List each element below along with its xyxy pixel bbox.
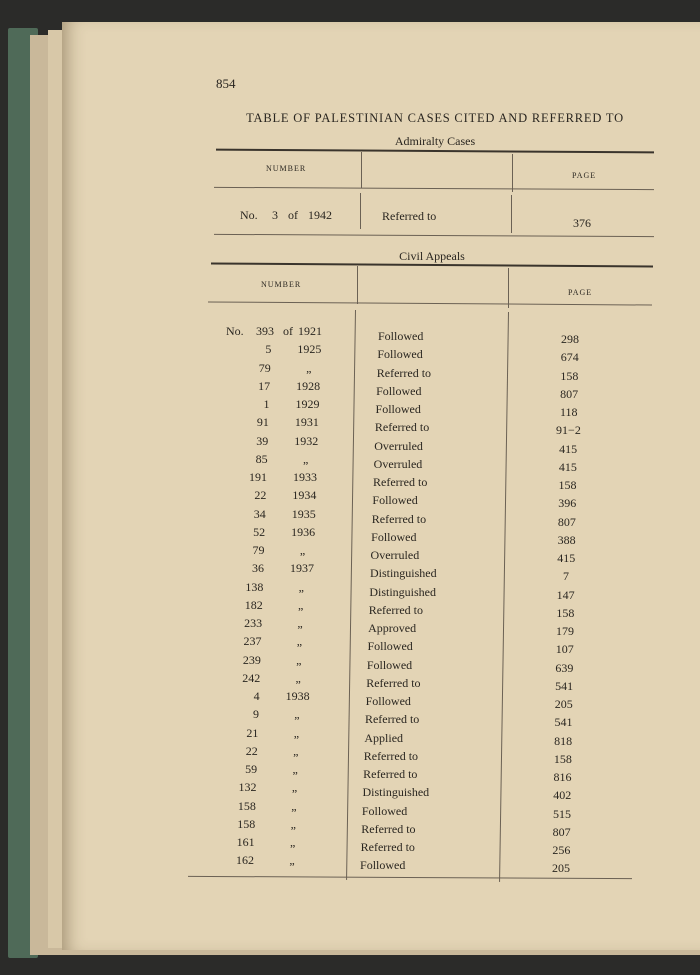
civil-section-title: Civil Appeals xyxy=(399,249,465,263)
admiralty-of: of xyxy=(288,208,298,222)
civil-row-page: 415 xyxy=(557,551,576,565)
civil-row-page: 158 xyxy=(556,605,575,620)
civil-row-number: 237 xyxy=(243,634,262,649)
civil-row-treatment: Followed xyxy=(366,657,413,672)
civil-row-page: 388 xyxy=(557,532,576,547)
civil-row-number: 191 xyxy=(249,470,268,484)
civil-row-number: 79 xyxy=(252,543,265,557)
civil-row-number: 182 xyxy=(244,597,263,612)
civil-row-year: „ xyxy=(302,451,309,466)
civil-row-year: „ xyxy=(299,543,306,557)
civil-row-year: „ xyxy=(298,597,304,612)
admiralty-divider-3 xyxy=(360,193,361,229)
civil-row-treatment: Referred to xyxy=(361,821,416,836)
civil-row-page: 818 xyxy=(554,733,573,748)
civil-row-page: 807 xyxy=(552,824,571,839)
civil-row-page: 807 xyxy=(560,386,579,401)
civil-row-year: „ xyxy=(298,579,304,594)
civil-row-treatment: Followed xyxy=(371,529,417,544)
civil-row-number: 59 xyxy=(245,762,258,776)
civil-row-page: 256 xyxy=(552,843,571,857)
civil-row-year: „ xyxy=(296,634,303,649)
civil-row-treatment: Overruled xyxy=(374,438,423,453)
civil-row-year: 1936 xyxy=(291,524,316,539)
civil-row-page: 396 xyxy=(558,496,577,511)
civil-row-number: 158 xyxy=(237,798,256,813)
civil-row-treatment: Referred to xyxy=(360,840,415,854)
civil-row-treatment: Distinguished xyxy=(369,566,437,581)
civil-row-treatment: Overruled xyxy=(373,456,423,471)
admiralty-year: 1942 xyxy=(308,208,332,222)
civil-row-number: 85 xyxy=(255,451,268,466)
civil-row-number: 393 xyxy=(256,324,274,338)
civil-row-page: 541 xyxy=(554,715,573,730)
civil-row-year: „ xyxy=(297,616,303,630)
civil-row-year: 1933 xyxy=(293,470,318,484)
civil-row-treatment: Referred to xyxy=(363,767,418,781)
civil-row-treatment: Followed xyxy=(377,347,423,362)
civil-row-year: „ xyxy=(306,360,312,375)
civil-row-number: 22 xyxy=(254,488,267,503)
admiralty-divider-1 xyxy=(361,152,362,188)
admiralty-page: 376 xyxy=(573,216,591,230)
civil-row-number: 5 xyxy=(265,342,272,357)
page-number: 854 xyxy=(216,76,236,91)
civil-row-year: „ xyxy=(293,725,300,740)
civil-row-year: „ xyxy=(289,835,296,849)
civil-row-treatment: Referred to xyxy=(368,602,423,617)
civil-row-page: 541 xyxy=(555,678,574,693)
civil-row-year: „ xyxy=(289,853,295,868)
admiralty-number: 3 xyxy=(272,208,278,222)
civil-row-number: 39 xyxy=(256,433,269,448)
civil-row-number: 34 xyxy=(253,506,266,521)
admiralty-divider-4 xyxy=(511,195,512,233)
civil-row-year: „ xyxy=(295,670,301,685)
civil-row-treatment: Followed xyxy=(372,493,418,508)
civil-row-page: 7 xyxy=(562,569,569,584)
civil-row-year: 1938 xyxy=(285,689,310,703)
civil-row-page: 179 xyxy=(556,624,575,638)
civil-row-page: 298 xyxy=(561,332,579,346)
civil-row-year: 1921 xyxy=(298,324,322,338)
civil-row-treatment: Followed xyxy=(376,383,422,398)
civil-row-year: 1937 xyxy=(289,561,314,576)
civil-row-number: 36 xyxy=(251,561,264,576)
civil-row-page: 158 xyxy=(560,368,579,383)
civil-row-page: 807 xyxy=(557,514,576,529)
civil-row-page: 674 xyxy=(560,350,579,365)
civil-row-number: 22 xyxy=(245,743,258,758)
civil-row-page: 158 xyxy=(553,751,572,766)
civil-row-page: 816 xyxy=(553,770,572,784)
civil-row-year: „ xyxy=(293,743,299,758)
civil-row-page: 147 xyxy=(556,587,575,602)
admiralty-treatment: Referred to xyxy=(382,209,437,223)
civil-row-number: 21 xyxy=(246,725,259,740)
civil-header-page: PAGE xyxy=(568,288,593,297)
civil-row-year: 1931 xyxy=(294,415,319,430)
civil-row-treatment: Followed xyxy=(375,402,421,416)
civil-row-number: 1 xyxy=(263,397,270,411)
civil-row-treatment: Referred to xyxy=(376,365,432,380)
civil-row-treatment: Referred to xyxy=(374,420,430,435)
civil-row-treatment: Followed xyxy=(365,694,411,708)
civil-row-year: 1929 xyxy=(295,397,320,411)
civil-row-treatment: Overruled xyxy=(370,548,420,562)
admiralty-no: No. xyxy=(240,208,258,222)
civil-header-divider-1 xyxy=(357,266,358,304)
civil-row-number: 91 xyxy=(256,415,269,430)
admiralty-header-number: NUMBER xyxy=(266,164,307,173)
civil-row-year: „ xyxy=(292,762,298,776)
civil-row-number: 132 xyxy=(238,780,257,795)
civil-row-treatment: Approved xyxy=(368,621,417,635)
civil-row-page: 205 xyxy=(552,861,570,876)
civil-row-page: 415 xyxy=(559,441,578,456)
civil-row-treatment: Referred to xyxy=(364,712,420,727)
civil-row-page: 118 xyxy=(559,405,578,419)
civil-row-treatment: Referred to xyxy=(363,748,419,763)
civil-row-page: 402 xyxy=(553,788,572,803)
civil-row-year: „ xyxy=(291,780,298,795)
civil-row-page: 515 xyxy=(552,806,571,821)
admiralty-section-title: Admiralty Cases xyxy=(394,134,476,148)
civil-row-number: 161 xyxy=(236,835,255,849)
admiralty-header-page: PAGE xyxy=(572,171,597,180)
civil-row-number: 52 xyxy=(253,524,266,539)
civil-first-prefix: No. xyxy=(226,324,244,338)
civil-first-of: of xyxy=(283,324,293,338)
civil-row-year: 1932 xyxy=(294,433,319,448)
civil-row-treatment: Distinguished xyxy=(362,785,430,800)
civil-row-page: 205 xyxy=(554,697,573,711)
civil-row-treatment: Referred to xyxy=(373,475,428,489)
civil-row-number: 138 xyxy=(245,579,264,594)
civil-row-year: „ xyxy=(296,652,302,667)
civil-row-year: 1935 xyxy=(291,506,316,521)
table-title: TABLE OF PALESTINIAN CASES CITED AND REFERRED TO xyxy=(246,111,624,125)
civil-row-treatment: Followed xyxy=(361,803,408,818)
civil-row-page: 107 xyxy=(555,642,574,657)
civil-row-number: 162 xyxy=(236,853,255,868)
civil-row-number: 17 xyxy=(258,378,271,393)
civil-header-divider-2 xyxy=(508,268,509,308)
civil-row-page: 639 xyxy=(555,660,574,675)
civil-row-treatment: Followed xyxy=(367,639,413,654)
civil-row-number: 242 xyxy=(242,670,261,685)
civil-row-number: 79 xyxy=(258,360,271,375)
civil-row-page: 91−2 xyxy=(556,423,581,438)
civil-row-treatment: Distinguished xyxy=(369,584,436,599)
civil-row-number: 9 xyxy=(252,707,259,722)
civil-row-year: 1928 xyxy=(296,378,321,393)
civil-row-treatment: Followed xyxy=(378,329,424,343)
civil-row-treatment: Referred to xyxy=(366,675,421,690)
civil-row-number: 158 xyxy=(237,816,256,831)
civil-row-page: 158 xyxy=(558,478,577,492)
civil-row-number: 239 xyxy=(242,652,261,667)
civil-row-number: 4 xyxy=(253,689,260,703)
civil-row-page: 415 xyxy=(558,459,577,474)
civil-row-number: 233 xyxy=(244,616,263,630)
civil-row-year: „ xyxy=(290,816,296,831)
admiralty-divider-2 xyxy=(512,154,513,192)
civil-row-treatment: Referred to xyxy=(371,511,427,526)
civil-row-treatment: Followed xyxy=(360,858,406,873)
civil-row-year: 1925 xyxy=(297,342,322,357)
civil-row-year: „ xyxy=(291,798,297,813)
civil-row-year: 1934 xyxy=(292,488,317,503)
civil-row-treatment: Applied xyxy=(364,730,404,745)
civil-header-number: NUMBER xyxy=(261,280,302,289)
civil-row-year: „ xyxy=(294,707,300,722)
